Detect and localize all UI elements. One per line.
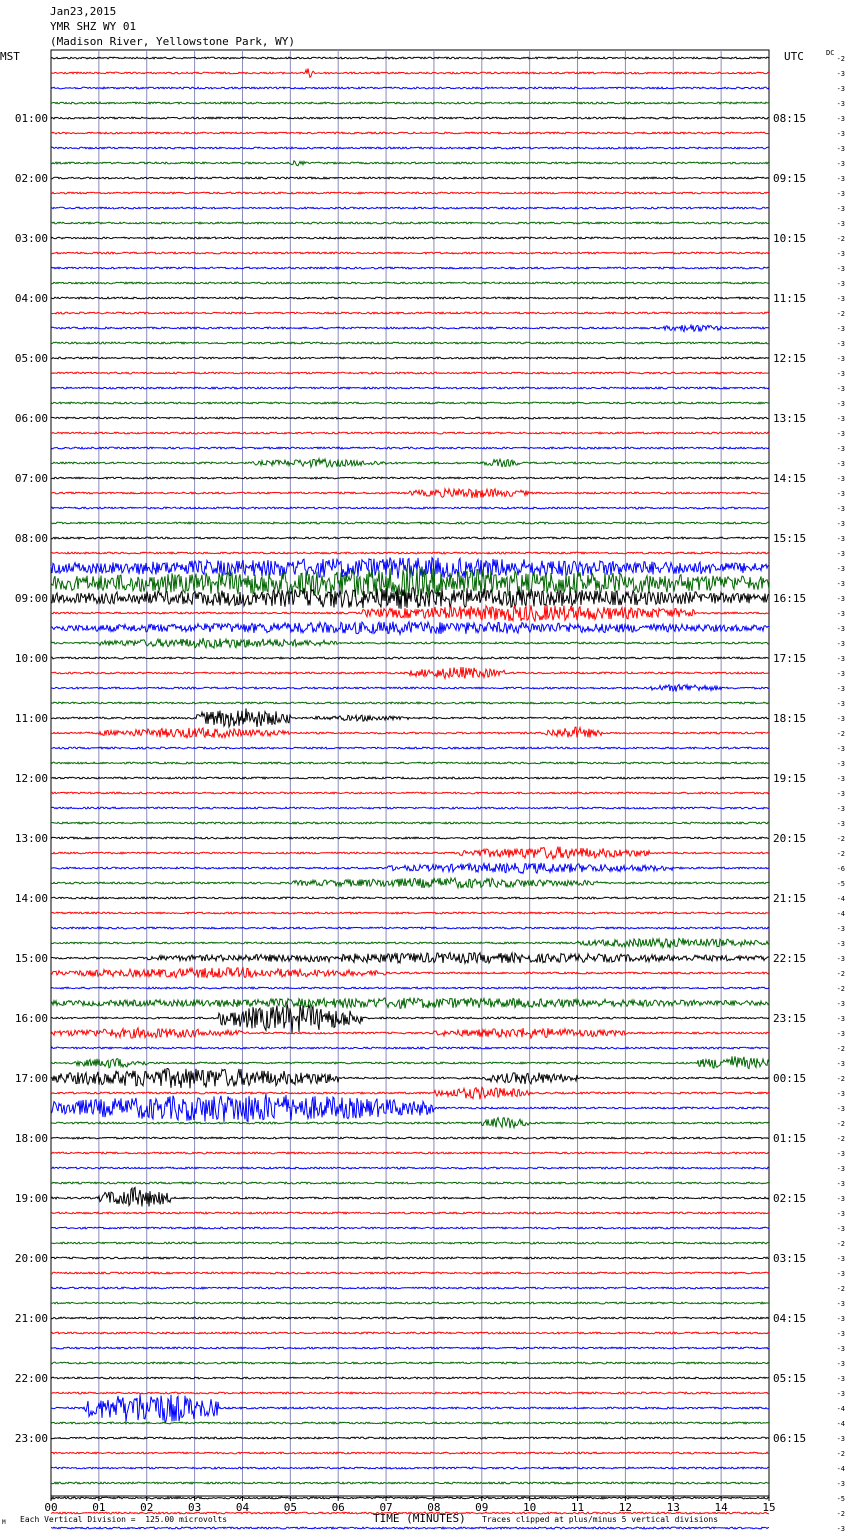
dc-offset-label: -3 <box>836 1330 845 1338</box>
dc-offset-label: -3 <box>836 790 845 798</box>
trace-line <box>51 522 769 524</box>
trace-line <box>51 807 769 809</box>
scale-note: Each Vertical Division = 125.00 microvolts <box>20 1515 228 1524</box>
dc-offset-label: -3 <box>836 670 845 678</box>
dc-offset-label: -2 <box>836 310 845 318</box>
right-hour-label: 01:15 <box>773 1132 807 1145</box>
trace-line <box>51 1152 769 1154</box>
trace-line <box>51 638 769 648</box>
trace-line <box>51 102 769 104</box>
dc-offset-label: -3 <box>836 505 845 513</box>
dc-offset-label: -3 <box>836 160 845 168</box>
dc-offset-label: -3 <box>836 625 845 633</box>
dc-offset-label: -3 <box>836 190 845 198</box>
trace-line <box>51 537 769 539</box>
clip-note: Traces clipped at plus/minus 5 vertical divisions <box>482 1515 719 1524</box>
dc-offset-label: -3 <box>836 1300 845 1308</box>
trace-line <box>51 132 769 134</box>
trace-line <box>51 177 769 179</box>
dc-offset-label: -3 <box>836 820 845 828</box>
dc-offset-label: -3 <box>836 340 845 348</box>
dc-offset-label: -3 <box>836 700 845 708</box>
trace-line <box>51 357 769 359</box>
x-tick-label: 10 <box>523 1501 537 1514</box>
dc-offset-label: -3 <box>836 775 845 783</box>
trace-line <box>51 1137 769 1139</box>
trace-line <box>51 1422 769 1424</box>
left-hour-label: 11:00 <box>14 712 48 725</box>
trace-line <box>51 685 769 692</box>
dc-offset-label: -3 <box>836 1150 845 1158</box>
trace-line <box>51 222 769 224</box>
x-tick-label: 09 <box>475 1501 489 1514</box>
trace-line <box>51 507 769 509</box>
dc-offset-label: -3 <box>836 1360 845 1368</box>
trace-line <box>51 667 769 679</box>
dc-offset-label: -4 <box>836 1405 845 1413</box>
left-hour-label: 08:00 <box>14 532 48 545</box>
left-hour-label: 06:00 <box>14 412 48 425</box>
right-hour-label: 00:15 <box>773 1072 807 1085</box>
x-tick-label: 14 <box>714 1501 728 1514</box>
dc-offset-label: -3 <box>836 1210 845 1218</box>
dc-offset-label: -3 <box>836 715 845 723</box>
dc-offset-label: -3 <box>836 325 845 333</box>
trace-line <box>51 192 769 194</box>
trace-line <box>51 1377 769 1379</box>
trace-line <box>51 1182 769 1184</box>
right-hour-label: 16:15 <box>773 592 807 605</box>
right-hour-label: 19:15 <box>773 772 807 785</box>
x-axis-label: TIME (MINUTES) <box>373 1512 466 1525</box>
trace-line <box>51 1212 769 1214</box>
dc-offset-label: -3 <box>836 520 845 528</box>
trace-line <box>51 1087 769 1099</box>
dc-offset-label: -3 <box>836 1255 845 1263</box>
dc-offset-label: -5 <box>836 1495 845 1503</box>
dc-offset-label: -4 <box>836 895 845 903</box>
dc-offset-label: -3 <box>836 1060 845 1068</box>
dc-offset-label: -2 <box>836 730 845 738</box>
x-tick-label: 15 <box>762 1501 776 1514</box>
trace-line <box>51 147 769 149</box>
x-tick-label: 04 <box>235 1501 250 1514</box>
trace-line <box>51 1482 769 1484</box>
trace-line <box>51 372 769 374</box>
dc-offset-label: -6 <box>836 865 845 873</box>
trace-line <box>51 1047 769 1049</box>
trace-line <box>51 938 769 948</box>
trace-line <box>51 1512 769 1514</box>
x-tick-label: 06 <box>331 1501 345 1514</box>
trace-line <box>51 702 769 704</box>
dc-offset-label: -3 <box>836 1000 845 1008</box>
dc-offset-label: -2 <box>836 1285 845 1293</box>
dc-offset-label: -3 <box>836 100 845 108</box>
x-tick-label: 13 <box>666 1501 680 1514</box>
dc-offset-label: -4 <box>836 1465 845 1473</box>
dc-offset-label: -3 <box>836 145 845 153</box>
trace-line <box>51 1167 769 1169</box>
right-hour-label: 06:15 <box>773 1432 807 1445</box>
dc-offset-label: -3 <box>836 685 845 693</box>
left-hour-label: 04:00 <box>14 292 48 305</box>
trace-line <box>51 417 769 419</box>
dc-offset-label: -3 <box>836 280 845 288</box>
trace-line <box>51 912 769 914</box>
dc-offset-label: -3 <box>836 1390 845 1398</box>
trace-line <box>51 57 769 59</box>
dc-offset-header: DC <box>826 49 835 57</box>
right-hour-label: 18:15 <box>773 712 807 725</box>
dc-offset-label: -2 <box>836 1450 845 1458</box>
dc-offset-label: -3 <box>836 1225 845 1233</box>
trace-line <box>51 953 769 964</box>
dc-offset-label: -3 <box>836 1195 845 1203</box>
dc-offset-label: -3 <box>836 220 845 228</box>
left-hour-label: 22:00 <box>14 1372 48 1385</box>
dc-offset-label: -3 <box>836 370 845 378</box>
left-hour-label: 15:00 <box>14 952 48 965</box>
dc-offset-label: -2 <box>836 850 845 858</box>
right-hour-label: 20:15 <box>773 832 807 845</box>
trace-line <box>51 622 769 635</box>
dc-offset-label: -3 <box>836 130 845 138</box>
trace-line <box>51 1272 769 1274</box>
trace-line <box>51 927 769 929</box>
dc-offset-label: -3 <box>836 1480 845 1488</box>
dc-offset-label: -3 <box>836 265 845 273</box>
trace-line <box>51 792 769 794</box>
dc-offset-label: -3 <box>836 940 845 948</box>
dc-offset-label: -3 <box>836 640 845 648</box>
dc-offset-label: -2 <box>836 970 845 978</box>
trace-line <box>51 1332 769 1334</box>
dc-offset-label: -3 <box>836 1315 845 1323</box>
right-hour-label: 02:15 <box>773 1192 807 1205</box>
trace-line <box>51 968 769 978</box>
right-hour-label: 17:15 <box>773 652 807 665</box>
dc-offset-label: -3 <box>836 490 845 498</box>
trace-line <box>51 1362 769 1364</box>
trace-line <box>51 708 769 727</box>
corner-mark: M <box>2 1519 6 1526</box>
trace-line <box>51 1069 769 1089</box>
right-hour-label: 23:15 <box>773 1012 807 1025</box>
trace-line <box>51 552 769 554</box>
trace-line <box>51 207 769 209</box>
trace-line <box>51 1257 769 1259</box>
dc-offset-label: -3 <box>836 955 845 963</box>
x-tick-label: 07 <box>379 1501 393 1514</box>
left-hour-label: 17:00 <box>14 1072 48 1085</box>
dc-offset-label: -3 <box>836 1375 845 1383</box>
dc-offset-label: -3 <box>836 925 845 933</box>
trace-line <box>51 657 769 659</box>
trace-line <box>51 117 769 119</box>
x-tick-label: 01 <box>92 1501 106 1514</box>
x-tick-label: 02 <box>140 1501 154 1514</box>
left-hour-label: 01:00 <box>14 112 48 125</box>
left-timezone-label: MST <box>0 50 20 63</box>
trace-line <box>51 777 769 779</box>
dc-offset-label: -3 <box>836 250 845 258</box>
right-hour-label: 10:15 <box>773 232 807 245</box>
trace-line <box>51 1497 769 1499</box>
dc-offset-label: -3 <box>836 430 845 438</box>
left-hour-label: 02:00 <box>14 172 48 185</box>
dc-offset-label: -2 <box>836 1075 845 1083</box>
dc-offset-label: -2 <box>836 235 845 243</box>
x-tick-label: 05 <box>283 1501 297 1514</box>
dc-offset-label: -3 <box>836 1090 845 1098</box>
trace-line <box>51 1347 769 1349</box>
trace-line <box>51 1287 769 1289</box>
left-hour-label: 13:00 <box>14 832 48 845</box>
dc-offset-label: -2 <box>836 55 845 63</box>
trace-line <box>51 1452 769 1454</box>
dc-offset-label: -3 <box>836 760 845 768</box>
left-hour-label: 21:00 <box>14 1312 48 1325</box>
right-hour-label: 04:15 <box>773 1312 807 1325</box>
trace-line <box>51 282 769 284</box>
trace-line <box>51 1094 769 1122</box>
trace-line <box>51 762 769 764</box>
dc-offset-label: -3 <box>836 1270 845 1278</box>
left-hour-label: 20:00 <box>14 1252 48 1265</box>
trace-line <box>51 312 769 314</box>
trace-line <box>51 1242 769 1244</box>
plot-date: Jan23,2015 <box>50 5 117 18</box>
trace-line <box>51 1028 769 1038</box>
trace-line <box>51 325 769 332</box>
dc-offset-label: -3 <box>836 445 845 453</box>
trace-line <box>51 987 769 989</box>
trace-line <box>51 267 769 269</box>
dc-offset-label: -3 <box>836 475 845 483</box>
right-hour-label: 08:15 <box>773 112 807 125</box>
dc-offset-label: -2 <box>836 1120 845 1128</box>
trace-line <box>51 897 769 899</box>
left-hour-label: 10:00 <box>14 652 48 665</box>
dc-offset-label: -3 <box>836 595 845 603</box>
trace-line <box>51 1302 769 1304</box>
trace-line <box>51 837 769 839</box>
left-hour-label: 12:00 <box>14 772 48 785</box>
left-hour-label: 09:00 <box>14 592 48 605</box>
dc-offset-label: -3 <box>836 565 845 573</box>
dc-offset-label: -3 <box>836 1105 845 1113</box>
dc-offset-label: -3 <box>836 415 845 423</box>
left-hour-label: 19:00 <box>14 1192 48 1205</box>
trace-line <box>51 252 769 254</box>
trace-line <box>51 87 769 89</box>
dc-offset-label: -3 <box>836 1435 845 1443</box>
dc-offset-label: -3 <box>836 535 845 543</box>
left-hour-label: 03:00 <box>14 232 48 245</box>
dc-offset-label: -3 <box>836 1525 845 1533</box>
x-tick-label: 03 <box>187 1501 202 1514</box>
dc-offset-label: -3 <box>836 610 845 618</box>
station-code: YMR SHZ WY 01 <box>50 20 137 33</box>
dc-offset-label: -4 <box>836 910 845 918</box>
trace-line <box>51 1056 769 1068</box>
dc-offset-label: -2 <box>836 1045 845 1053</box>
left-hour-label: 16:00 <box>14 1012 48 1025</box>
trace-line <box>51 878 769 888</box>
trace-line <box>51 863 769 874</box>
dc-offset-label: -3 <box>836 1030 845 1038</box>
trace-line <box>51 1467 769 1469</box>
dc-offset-label: -4 <box>836 1420 845 1428</box>
trace-line <box>51 161 769 166</box>
dc-offset-label: -3 <box>836 175 845 183</box>
x-tick-label: 12 <box>618 1501 633 1514</box>
trace-line <box>51 432 769 434</box>
dc-offset-label: -2 <box>836 1135 845 1143</box>
trace-line <box>51 1317 769 1319</box>
left-hour-label: 14:00 <box>14 892 48 905</box>
trace-line <box>51 847 769 859</box>
trace-line <box>51 237 769 239</box>
trace-line <box>51 727 769 738</box>
trace-line <box>51 489 769 498</box>
right-hour-label: 05:15 <box>773 1372 807 1385</box>
dc-offset-label: -5 <box>836 880 845 888</box>
dc-offset-label: -3 <box>836 1165 845 1173</box>
left-hour-label: 23:00 <box>14 1432 48 1445</box>
dc-offset-label: -3 <box>836 400 845 408</box>
dc-offset-label: -2 <box>836 985 845 993</box>
x-tick-label: 11 <box>570 1501 585 1514</box>
dc-offset-label: -3 <box>836 1015 845 1023</box>
right-hour-label: 21:15 <box>773 892 807 905</box>
trace-line <box>51 1187 769 1206</box>
dc-offset-label: -3 <box>836 1345 845 1353</box>
x-tick-label: 00 <box>44 1501 58 1514</box>
station-location: (Madison River, Yellowstone Park, WY) <box>50 35 296 48</box>
dc-offset-label: -3 <box>836 805 845 813</box>
trace-line <box>51 387 769 389</box>
right-hour-label: 13:15 <box>773 412 807 425</box>
trace-line <box>51 69 769 78</box>
dc-offset-label: -3 <box>836 1180 845 1188</box>
trace-line <box>51 605 769 622</box>
left-hour-label: 18:00 <box>14 1132 48 1145</box>
trace-line <box>51 402 769 404</box>
trace-line <box>51 998 769 1009</box>
trace-line <box>51 1227 769 1229</box>
right-timezone-label: UTC <box>784 50 804 63</box>
right-hour-label: 11:15 <box>773 292 807 305</box>
dc-offset-label: -3 <box>836 85 845 93</box>
right-hour-label: 03:15 <box>773 1252 807 1265</box>
dc-offset-label: -3 <box>836 295 845 303</box>
dc-offset-label: -3 <box>836 745 845 753</box>
trace-line <box>51 447 769 449</box>
dc-offset-label: -3 <box>836 580 845 588</box>
right-hour-label: 22:15 <box>773 952 807 965</box>
dc-offset-label: -3 <box>836 355 845 363</box>
dc-offset-label: -3 <box>836 205 845 213</box>
dc-offset-label: -2 <box>836 1510 845 1518</box>
trace-line <box>51 459 769 468</box>
right-hour-label: 09:15 <box>773 172 807 185</box>
right-hour-label: 15:15 <box>773 532 807 545</box>
trace-line <box>51 1394 769 1423</box>
trace-line <box>51 477 769 479</box>
dc-offset-label: -2 <box>836 835 845 843</box>
dc-offset-label: -2 <box>836 1240 845 1248</box>
left-hour-label: 05:00 <box>14 352 48 365</box>
trace-line <box>51 1527 769 1529</box>
dc-offset-label: -3 <box>836 70 845 78</box>
dc-offset-label: -3 <box>836 115 845 123</box>
right-hour-label: 14:15 <box>773 472 807 485</box>
dc-offset-label: -3 <box>836 550 845 558</box>
right-hour-label: 12:15 <box>773 352 807 365</box>
trace-line <box>51 1118 769 1129</box>
dc-offset-label: -3 <box>836 655 845 663</box>
dc-offset-label: -3 <box>836 460 845 468</box>
trace-line <box>51 822 769 824</box>
trace-line <box>51 342 769 344</box>
trace-line <box>51 1392 769 1394</box>
dc-offset-label: -3 <box>836 385 845 393</box>
trace-line <box>51 747 769 749</box>
trace-line <box>51 297 769 299</box>
trace-line <box>51 1437 769 1439</box>
x-tick-label: 08 <box>427 1501 441 1514</box>
left-hour-label: 07:00 <box>14 472 48 485</box>
